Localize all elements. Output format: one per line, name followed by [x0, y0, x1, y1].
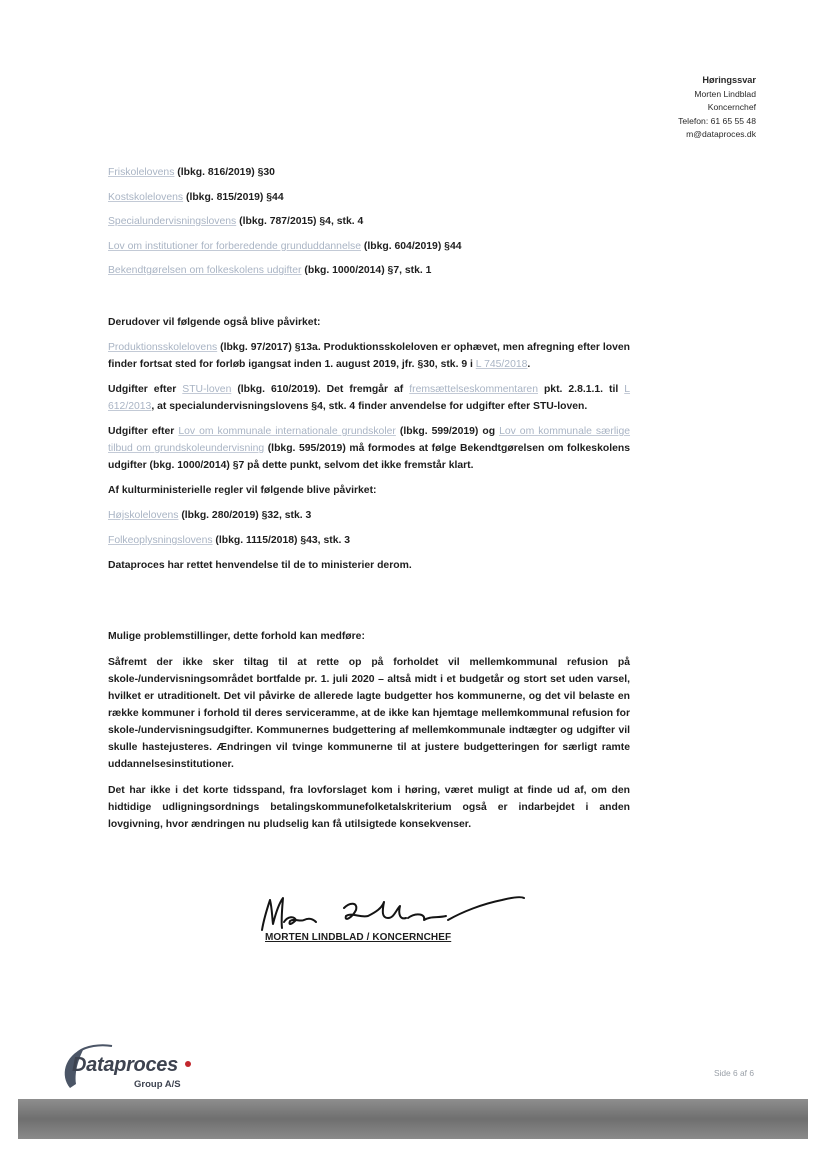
- law-link[interactable]: Højskolelovens: [108, 510, 179, 521]
- law-reference: Friskolelovens (lbkg. 816/2019) §30: [108, 167, 275, 178]
- header-role: Koncernchef: [707, 102, 756, 112]
- body-section: [108, 314, 630, 582]
- header-phone: Telefon: 61 65 55 48: [678, 115, 756, 126]
- section-heading: Mulige problemstillinger, dette forhold kan medføre:: [108, 631, 365, 642]
- page-number: Side 6 af 6: [713, 1068, 754, 1078]
- law-link[interactable]: Lov om kommunale internationale grundskoler: [178, 426, 396, 437]
- paragraph-kultur: Af kulturministerielle regler vil følgende blive påvirket:: [108, 485, 377, 496]
- paragraph-henvendelse: Dataproces har rettet henvendelse til de to ministerier derom.: [108, 560, 412, 571]
- paragraph-produktionsskole: Produktionsskolelovens (lbkg. 97/2017) §13a. Produktionsskoleloven er ophævet, men afregning efter loven finder fortsat sted for forløb igangsat inden 1. august 2019, jfr. §30, stk. 9 i L 745/2018.: [108, 342, 630, 370]
- paragraph-grundskoler: Udgifter efter Lov om kommunale internationale grundskoler (lbkg. 599/2019) og Lov om kommunale særlige tilbud om grundskoleundervisning (lbkg. 595/2019) må formodes at følge Bekendtgørelsen om folkeskolens udgifter (bkg. 1000/2014) §7 på dette punkt, selvom det ikke fremstår klart.: [108, 426, 631, 471]
- law-reference: Bekendtgørelsen om folkeskolens udgifter (bkg. 1000/2014) §7, stk. 1: [108, 265, 432, 276]
- header-title: Høringssvar: [702, 75, 756, 85]
- law-link[interactable]: L 612/2013: [108, 384, 631, 412]
- logo-subtitle: Group A/S: [134, 1079, 181, 1090]
- law-link[interactable]: Friskolelovens: [108, 167, 175, 178]
- letter-header: [678, 74, 756, 142]
- law-link[interactable]: fremsættelseskommentaren: [409, 384, 538, 395]
- paragraph-hojskole: Højskolelovens (lbkg. 280/2019) §32, stk. 3: [108, 510, 312, 521]
- header-name: Morten Lindblad: [694, 88, 756, 99]
- dataproces-logo: [56, 1040, 206, 1096]
- law-link[interactable]: Bekendtgørelsen om folkeskolens udgifter: [108, 265, 302, 276]
- problems-section: [108, 628, 630, 842]
- law-link[interactable]: L 745/2018: [475, 359, 528, 370]
- law-link[interactable]: Folkeoplysningslovens: [108, 535, 213, 546]
- paragraph-folkeoplysning: Folkeoplysningslovens (lbkg. 1115/2018) §43, stk. 3: [108, 535, 351, 546]
- law-reference: Lov om institutioner for forberedende grunduddannelse (lbkg. 604/2019) §44: [108, 240, 462, 252]
- signature-name: MORTEN LINDBLAD / KONCERNCHEF: [265, 932, 452, 943]
- law-link[interactable]: Specialundervisningslovens: [108, 216, 237, 227]
- header-email: m@dataproces.dk: [686, 129, 756, 139]
- law-reference-list: [108, 166, 668, 289]
- law-link[interactable]: Produktionsskolelovens: [108, 342, 218, 353]
- law-reference: Specialundervisningslovens (lbkg. 787/2015) §4, stk. 4: [108, 216, 364, 227]
- law-reference: Kostskolelovens (lbkg. 815/2019) §44: [108, 191, 284, 203]
- problems-paragraph: Det har ikke i det korte tidsspand, fra lovforslaget kom i høring, været muligt at finde ud af, om den hidtidige udligningsordnings betalingskommunefolketalskriterium også er indarbejdet i anden lovgivning, hvor ændringen nu pludselig kan få utilsigtede konsekvenser.: [108, 785, 630, 830]
- footer-bar: [18, 1099, 808, 1139]
- logo-name: Dataproces: [72, 1054, 178, 1076]
- law-link[interactable]: Lov om institutioner for forberedende grunduddannelse: [108, 240, 362, 252]
- law-link[interactable]: Lov om kommunale særlige tilbud om grundskoleundervisning: [108, 426, 631, 454]
- problems-paragraph: Såfremt der ikke sker tiltag til at rette op på forholdet vil mellemkommunal refusion på skole-/undervisningsområdet bortfalde pr. 1. juli 2020 – altså midt i et budgetår og stort set uden varsel, hvilket er utraditionelt. Det vil påvirke de allerede lagte budgetter hos kommunerne, og det vil belaste en række kommuner i forhold til deres serviceramme, at de ikke kan hjemtage mellemkommunal refusion for skole-/undervisningsudgifter. Kommunernes budgettering af mellemkommunale indtægter og udgifter vil skulle hastejusteres. Ændringen vil tvinge kommunerne til at justere budgetteringen for særligt ramte uddannelsesinstitutioner.: [108, 657, 630, 770]
- paragraph-stu: Udgifter efter STU-loven (lbkg. 610/2019). Det fremgår af fremsættelseskommentaren pkt. 2.8.1.1. til L 612/2013, at specialundervisningslovens §4, stk. 4 finder anvendelse for udgifter efter STU-loven.: [108, 384, 631, 412]
- law-link[interactable]: STU-loven: [182, 384, 232, 395]
- law-link[interactable]: Kostskolelovens: [108, 191, 184, 203]
- intro-paragraph: Derudover vil følgende også blive påvirket:: [108, 317, 321, 328]
